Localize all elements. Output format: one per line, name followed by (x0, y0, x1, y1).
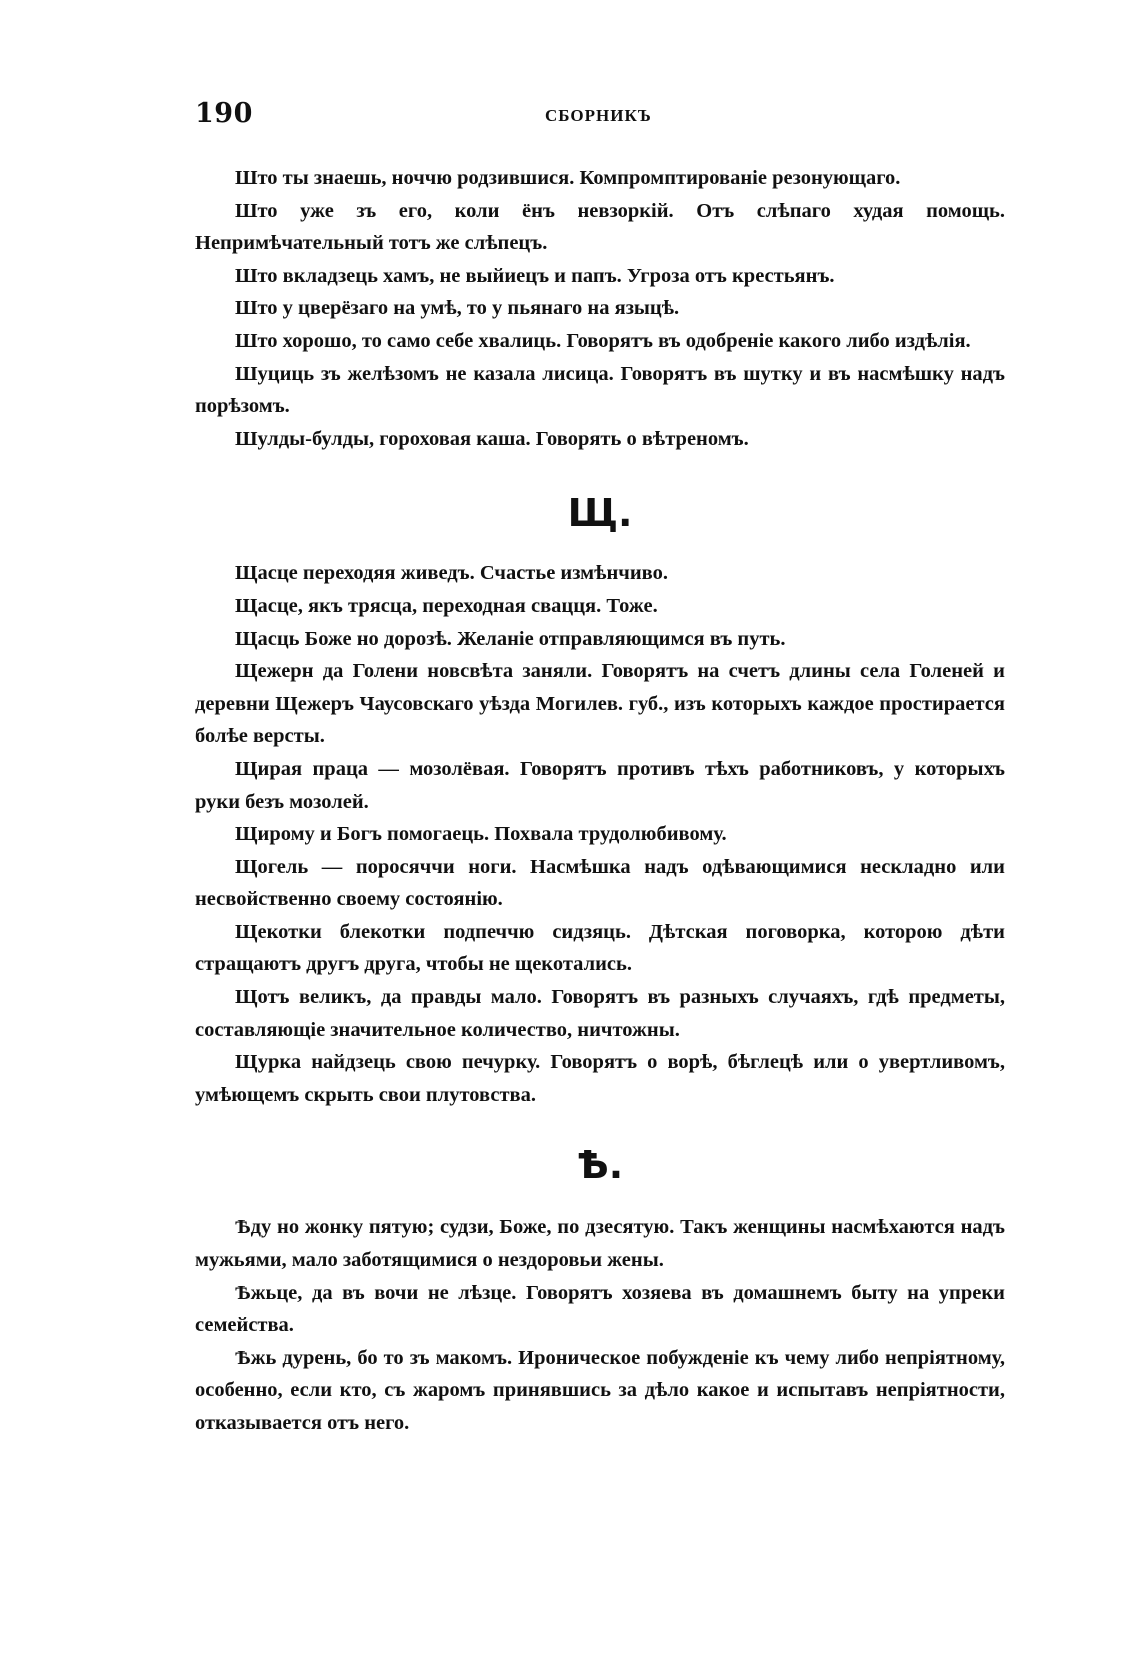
running-title: СБОРНИКЪ (545, 106, 652, 125)
section-sh (195, 162, 1005, 455)
proverb-entry: Што у цверёзаго на умѣ, то у пьянаго на языцѣ. (235, 297, 680, 320)
proverb-entry: Щежерн да Голени новсвѣта заняли. Говорятъ на счетъ длины села Голеней и деревни Щежеръ Чаусовскаго уѣзда Могилев. губ., изъ которыхъ каждое простирается болѣе версты. (195, 660, 1005, 748)
proverb-entry: Шулды-булды, гороховая каша. Говорять о вѣтреномъ. (235, 427, 749, 450)
proverb-entry: Што вкладзець хамъ, не выйиецъ и папъ. Угроза отъ крестьянъ. (235, 264, 835, 287)
page-header (195, 98, 1005, 138)
page-number: 190 (195, 98, 253, 129)
proverb-entry: Щасць Боже но дорозѣ. Желаніе отправляющимся въ путь. (235, 627, 786, 650)
proverb-entry: Щирому и Богъ помогаець. Похвала трудолюбивому. (235, 823, 727, 846)
proverb-entry: Щурка найдзець свою печурку. Говорятъ о ворѣ, бѣглецѣ или о увертливомъ, умѣющемъ скрыть свои плутовства. (195, 1051, 1005, 1106)
proverb-entry: Щотъ великъ, да правды мало. Говорятъ въ разныхъ случаяхъ, гдѣ предметы, составляющіе значительное количество, ничтожны. (195, 986, 1005, 1041)
proverb-entry: Щогель — поросяччи ноги. Насмѣшка надъ одѣвающимися нескладно или несвойственно своему состоянію. (195, 855, 1005, 911)
proverb-entry: Щасце переходяя живедъ. Счастье измѣнчиво. (235, 562, 668, 585)
section-shch (195, 493, 1005, 1111)
page-body (195, 162, 1005, 1440)
proverb-entry: Што уже зъ его, коли ёнъ невзоркій. Отъ слѣпаго худая помощь. Непримѣчательный тотъ же слѣпецъ. (195, 199, 1005, 255)
proverb-entry: Што ты знаешь, ноччю родзившися. Компромптированіе резонующаго. (235, 167, 901, 189)
proverb-entry: Што хорошо, то само себе хвалиць. Говорятъ въ одобреніе какого либо издѣлія. (235, 329, 971, 352)
proverb-entry: Щекотки блекотки подпеччю сидзяць. Дѣтская поговорка, которою дѣти стращаютъ другъ друга, чтобы не щекотались. (195, 920, 1005, 976)
proverb-entry: Щасце, якъ трясца, переходная свацця. Тоже. (235, 594, 658, 617)
proverb-entry: Шуциць зъ желѣзомъ не казала лисица. Говорятъ въ шутку и въ насмѣшку надъ порѣзомъ. (195, 362, 1005, 418)
section-heading-letter: Ѣ. (576, 1143, 624, 1188)
proverb-entry: Щирая праца — мозолёвая. Говорятъ противъ тѣхъ работниковъ, у которыхъ руки безъ мозолей. (195, 757, 1005, 813)
section-heading-letter: Щ. (567, 491, 633, 536)
proverb-entry: Ѣжь дурень, бо то зъ макомъ. Ироническое побужденіе къ чему либо непріятному, особенно, если кто, съ жаромъ принявшись за дѣло какое и испытавъ непріятности, отказывается отъ него. (195, 1346, 1005, 1434)
section-yat (195, 1145, 1005, 1439)
proverb-entry: Ѣжьце, да въ вочи не лѣзце. Говорятъ хозяева въ домашнемъ быту на упреки семейства. (195, 1281, 1005, 1337)
proverb-entry: Ѣду но жонку пятую; судзи, Боже, по дзесятую. Такъ женщины насмѣхаются надъ мужьями, мало заботящимися о нездоровьи жены. (195, 1216, 1005, 1272)
